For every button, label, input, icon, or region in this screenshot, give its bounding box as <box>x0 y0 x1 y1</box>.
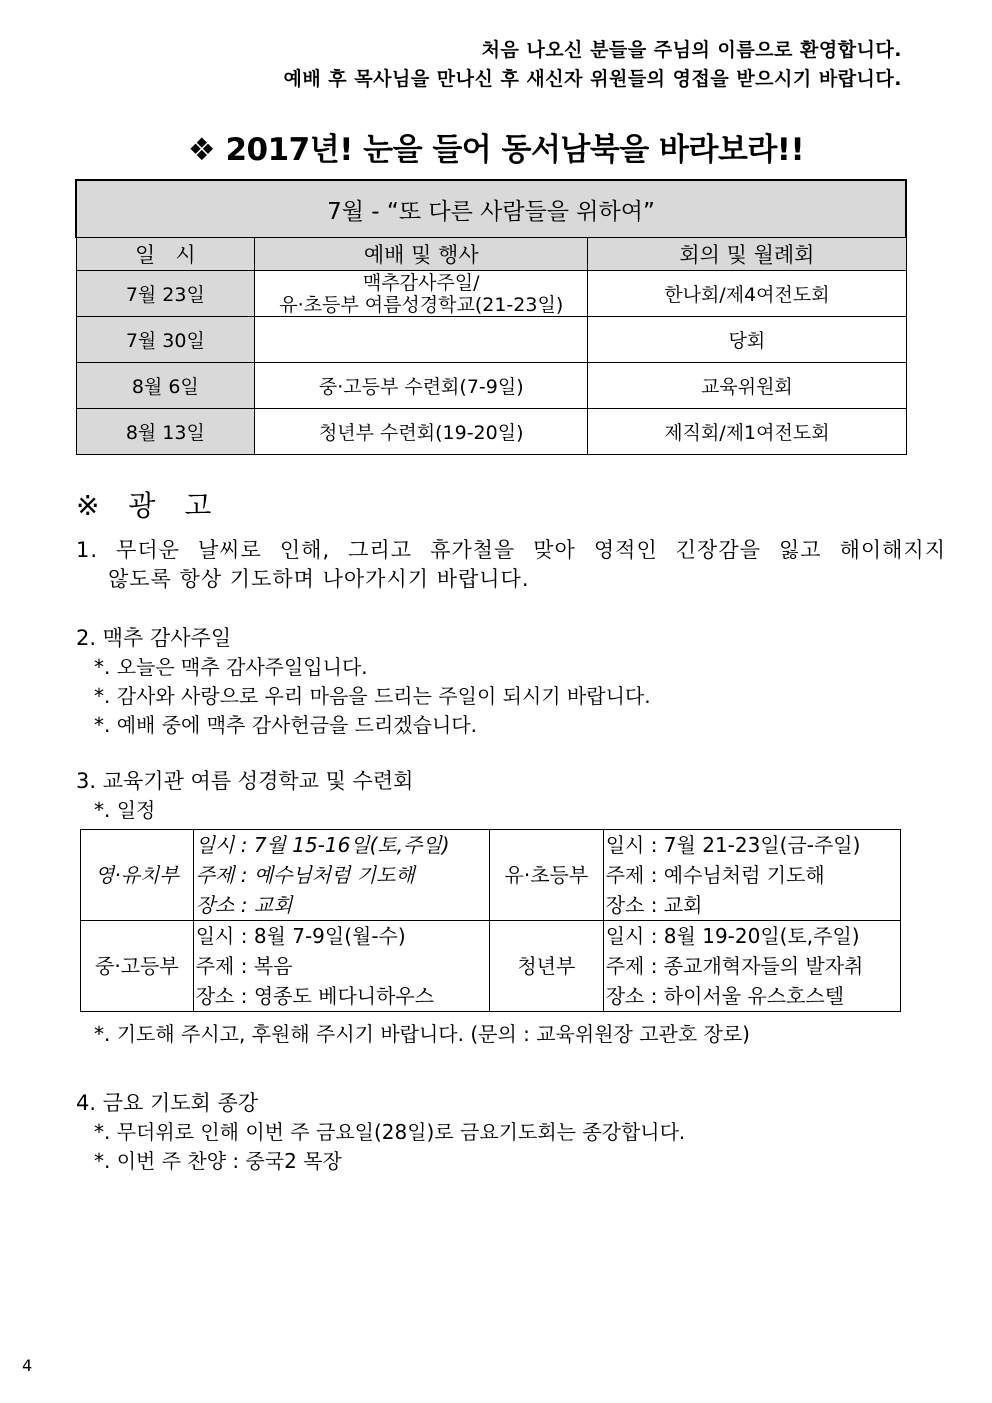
announcement-1-line-1: 1. 무더운 날씨로 인해, 그리고 휴가철을 맞아 영적인 긴장감을 잃고 해이해지지 <box>76 538 946 562</box>
row-date: 8월 13일 <box>76 409 255 455</box>
group-details <box>193 830 489 921</box>
detail-line: 주제 : 종교개혁자들의 발자취 <box>605 954 864 978</box>
row-event <box>255 317 588 363</box>
table-row <box>76 409 906 455</box>
welcome-line-2: 예배 후 목사님을 만나신 후 새신자 위원들의 영접을 받으시기 바랍니다. <box>283 68 902 90</box>
group-details <box>193 921 489 1012</box>
row-event-line: 유·초등부 여름성경학교(21-23일) <box>279 293 564 316</box>
detail-line: 일시 : 8월 7-9일(월-수) <box>195 924 406 948</box>
bullet: *. 감사와 사랑으로 우리 마음을 드리는 주일이 되시기 바랍니다. <box>94 684 651 708</box>
row-meeting: 제직회/제1여전도회 <box>588 409 906 455</box>
education-schedule-table <box>80 829 901 1012</box>
welcome-line-1: 처음 나오신 분들을 주님의 이름으로 환영합니다. <box>481 39 902 61</box>
table-row <box>76 317 906 363</box>
bullet: *. 오늘은 맥추 감사주일입니다. <box>94 655 368 679</box>
detail-line: 일시 : 7월 15-16일(토,주일) <box>195 833 450 857</box>
row-date: 8월 6일 <box>76 363 255 409</box>
announcement-1 <box>76 536 946 594</box>
announcement-2-title: 2. 맥추 감사주일 <box>76 626 232 650</box>
row-event: 청년부 수련회(19-20일) <box>255 409 588 455</box>
row-meeting: 당회 <box>588 317 906 363</box>
bullet: *. 일정 <box>94 798 156 822</box>
detail-line: 장소 : 교회 <box>605 893 703 917</box>
row-meeting: 한나회/제4여전도회 <box>588 271 906 317</box>
table-row <box>81 830 901 921</box>
header-event: 예배 및 행사 <box>255 238 588 271</box>
group-name: 중·고등부 <box>81 921 194 1012</box>
row-date: 7월 23일 <box>76 271 255 317</box>
bullet: *. 기도해 주시고, 후원해 주시기 바랍니다. (문의 : 교육위원장 고관호 장로) <box>94 1022 750 1046</box>
group-details <box>603 830 900 921</box>
row-meeting: 교육위원회 <box>588 363 906 409</box>
detail-line: 장소 : 교회 <box>195 893 293 917</box>
monthly-schedule-table <box>75 179 907 455</box>
announcement-2 <box>76 624 946 740</box>
row-event: 중·고등부 수련회(7-9일) <box>255 363 588 409</box>
page-title: ❖ 2017년! 눈을 들어 동서남북을 바라보라!! <box>187 132 805 168</box>
detail-line: 장소 : 영종도 베다니하우스 <box>195 984 435 1008</box>
bullet: *. 예배 중에 맥추 감사헌금을 드리겠습니다. <box>94 713 477 737</box>
announcement-1-line-2: 않도록 항상 기도하며 나아가시기 바랍니다. <box>108 567 530 591</box>
month-title: 7월 - “또 다른 사람들을 위하여” <box>76 180 906 238</box>
row-date: 7월 30일 <box>76 317 255 363</box>
announcement-3-title: 3. 교육기관 여름 성경학교 및 수련회 <box>76 769 414 793</box>
detail-line: 주제 : 복음 <box>195 954 293 978</box>
row-event <box>255 271 588 317</box>
group-name: 청년부 <box>489 921 603 1012</box>
page-number: 4 <box>22 1356 33 1375</box>
group-name: 영·유치부 <box>81 830 194 921</box>
detail-line: 일시 : 8월 19-20일(토,주일) <box>605 924 860 948</box>
announcement-4-title: 4. 금요 기도회 종강 <box>76 1091 259 1115</box>
announcement-4 <box>76 1089 946 1176</box>
header-date: 일 시 <box>76 238 255 271</box>
announcement-3-footer <box>76 1020 946 1049</box>
bullet: *. 이번 주 찬양 : 중국2 목장 <box>94 1149 342 1173</box>
table-row <box>76 271 906 317</box>
group-details <box>603 921 900 1012</box>
bullet: *. 무더위로 인해 이번 주 금요일(28일)로 금요기도회는 종강합니다. <box>94 1120 686 1144</box>
announcements-heading: ※ 광 고 <box>76 489 222 522</box>
detail-line: 주제 : 예수님처럼 기도해 <box>605 863 825 887</box>
announcement-3 <box>76 767 946 825</box>
table-row <box>76 363 906 409</box>
detail-line: 주제 : 예수님처럼 기도해 <box>195 863 415 887</box>
header-meeting: 회의 및 월례회 <box>588 238 906 271</box>
group-name: 유·초등부 <box>489 830 603 921</box>
row-event-line: 맥추감사주일/ <box>362 271 480 294</box>
detail-line: 일시 : 7월 21-23일(금-주일) <box>605 833 861 857</box>
table-row <box>81 921 901 1012</box>
welcome-message <box>283 36 902 94</box>
detail-line: 장소 : 하이서울 유스호스텔 <box>605 984 845 1008</box>
